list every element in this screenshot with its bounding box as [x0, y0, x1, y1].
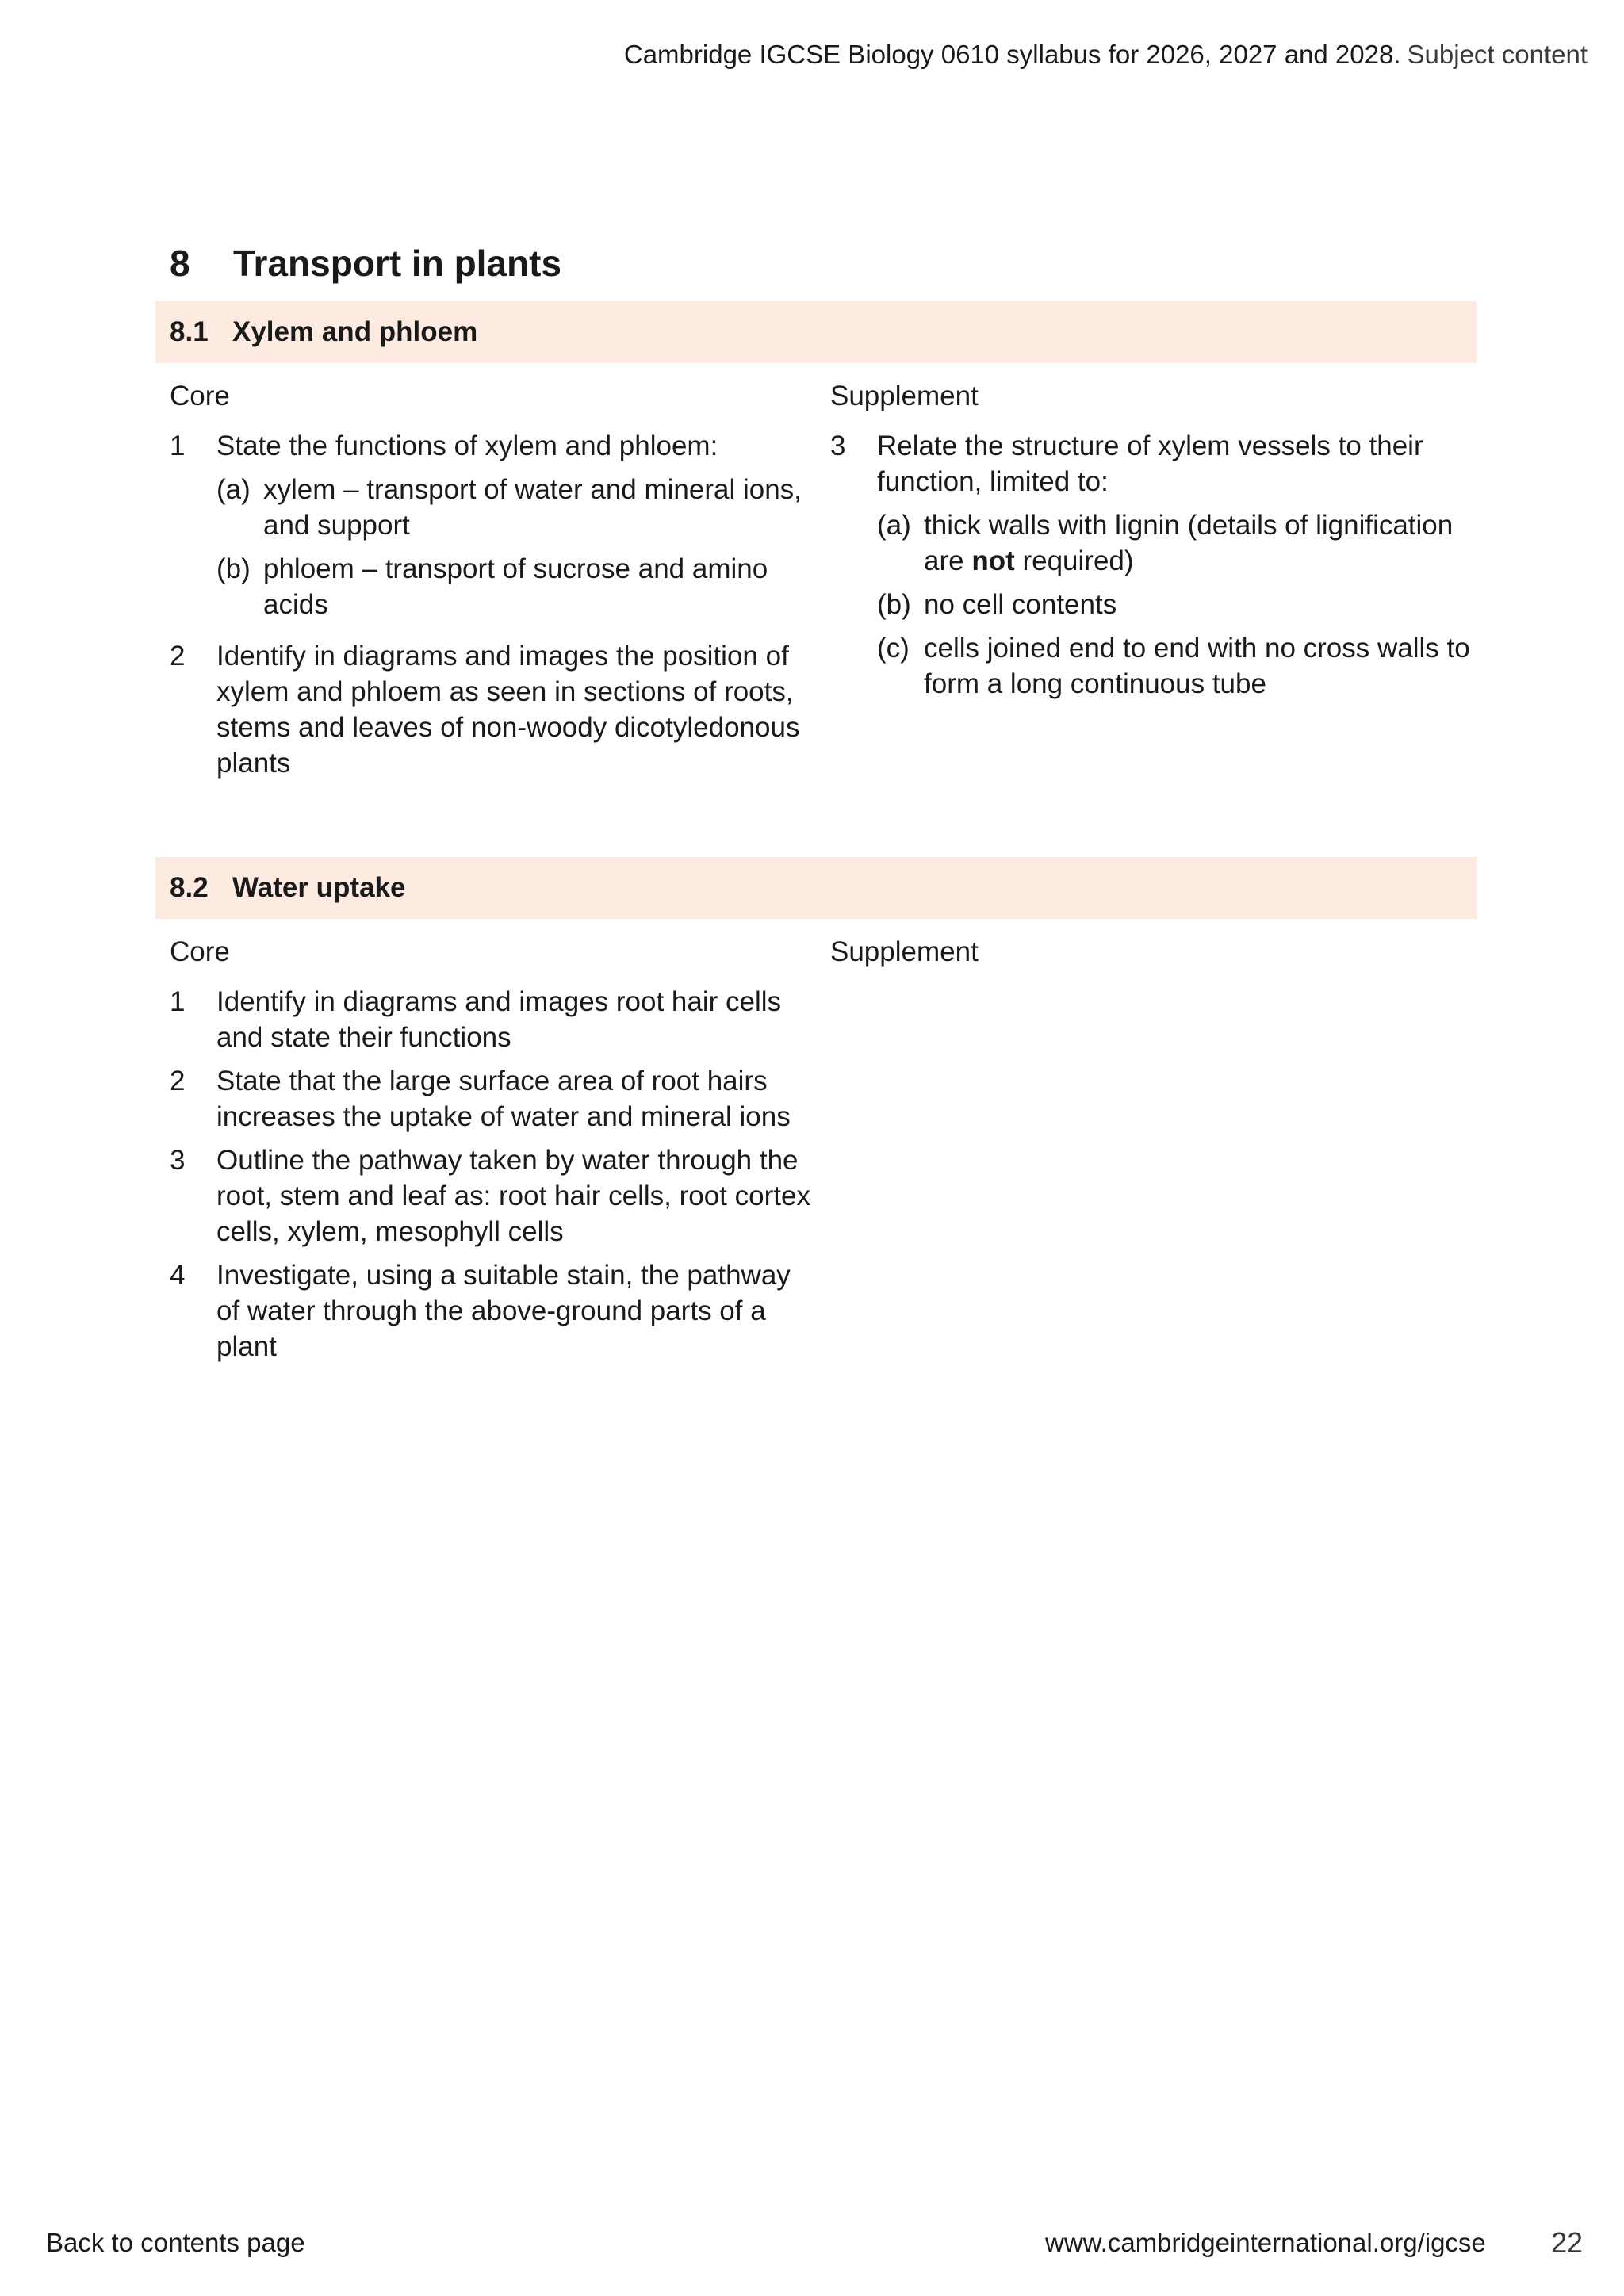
sub-item-letter: (b): [216, 553, 251, 584]
core-label: Core: [170, 381, 230, 411]
core-label: Core: [170, 936, 230, 967]
section-8-2: [155, 857, 1477, 1372]
sub-text-pre: thick walls with lignin (details of lignification are: [924, 510, 1454, 576]
back-to-contents-link[interactable]: Back to contents page: [46, 2228, 305, 2257]
list-item: [830, 428, 1477, 702]
item-number: 4: [170, 1260, 186, 1291]
sub-item-letter: (b): [877, 589, 911, 620]
core-column: [155, 363, 816, 789]
supplement-column: [816, 363, 1477, 789]
list-item: [170, 1142, 816, 1249]
list-item: [170, 1257, 816, 1364]
item-number: 2: [170, 1066, 186, 1096]
sub-item-letter: (a): [877, 510, 911, 541]
supplement-column: [816, 919, 1477, 1372]
sub-item-letter: (a): [216, 474, 251, 505]
list-item: [170, 1063, 816, 1135]
item-number: 1: [170, 430, 186, 461]
item-text: Outline the pathway taken by water through the root, stem and leaf as: root hair cells, root cortex cells, xylem, mesophyll cells: [216, 1145, 810, 1247]
sub-item-text: phloem – transport of sucrose and amino acids: [263, 553, 768, 620]
chapter-title-text: Transport in plants: [233, 243, 562, 284]
section-title: Water uptake: [232, 872, 406, 903]
section-number: 8.1: [170, 316, 209, 347]
item-number: 3: [170, 1145, 186, 1176]
chapter-title: [170, 242, 561, 285]
item-text: Investigate, using a suitable stain, the pathway of water through the above-ground parts of a plant: [216, 1260, 791, 1362]
header-title: Cambridge IGCSE Biology 0610 syllabus for 2026, 2027 and 2028.: [623, 40, 1401, 69]
sub-item: [877, 587, 1477, 622]
sub-text-post: required): [1014, 545, 1134, 576]
item-number: 3: [830, 430, 846, 461]
page-number: 22: [1550, 2226, 1583, 2259]
section-bar: [155, 301, 1477, 363]
sub-item-text: cells joined end to end with no cross walls to form a long continuous tube: [924, 633, 1470, 699]
core-column: [155, 919, 816, 1372]
section-number: 8.2: [170, 872, 209, 903]
item-text: State the functions of xylem and phloem:: [216, 430, 718, 461]
item-text: State that the large surface area of root hairs increases the uptake of water and mineral ions: [216, 1066, 791, 1132]
supplement-label: Supplement: [830, 936, 979, 967]
sub-item-text: xylem – transport of water and mineral ions, and support: [263, 474, 802, 541]
item-text: Relate the structure of xylem vessels to their function, limited to:: [877, 430, 1423, 497]
sub-item: [877, 507, 1477, 579]
sub-item-text: no cell contents: [924, 589, 1117, 620]
supplement-label: Supplement: [830, 381, 979, 411]
section-bar: [155, 857, 1477, 919]
header-part: Subject content: [1407, 40, 1588, 69]
item-number: 1: [170, 986, 186, 1017]
item-text: Identify in diagrams and images root hair cells and state their functions: [216, 986, 782, 1053]
page-header: [624, 40, 1588, 70]
chapter-number: 8: [170, 243, 190, 284]
website-link[interactable]: www.cambridgeinternational.org/igcse: [1045, 2228, 1486, 2257]
list-item: [170, 428, 816, 622]
section-8-1: [155, 301, 1477, 789]
sub-item: [877, 630, 1477, 702]
item-text: Identify in diagrams and images the position of xylem and phloem as seen in sections of roots, stems and leaves of non-woody dicotyledonous plants: [216, 641, 800, 779]
emphasis-not: not: [971, 545, 1015, 576]
sub-item-text: [924, 507, 1477, 579]
list-item: [170, 638, 816, 781]
item-number: 2: [170, 641, 186, 672]
sub-item-letter: (c): [877, 633, 910, 664]
list-item: [170, 984, 816, 1055]
sub-item: [216, 472, 816, 543]
section-title: Xylem and phloem: [232, 316, 478, 347]
sub-item: [216, 551, 816, 622]
